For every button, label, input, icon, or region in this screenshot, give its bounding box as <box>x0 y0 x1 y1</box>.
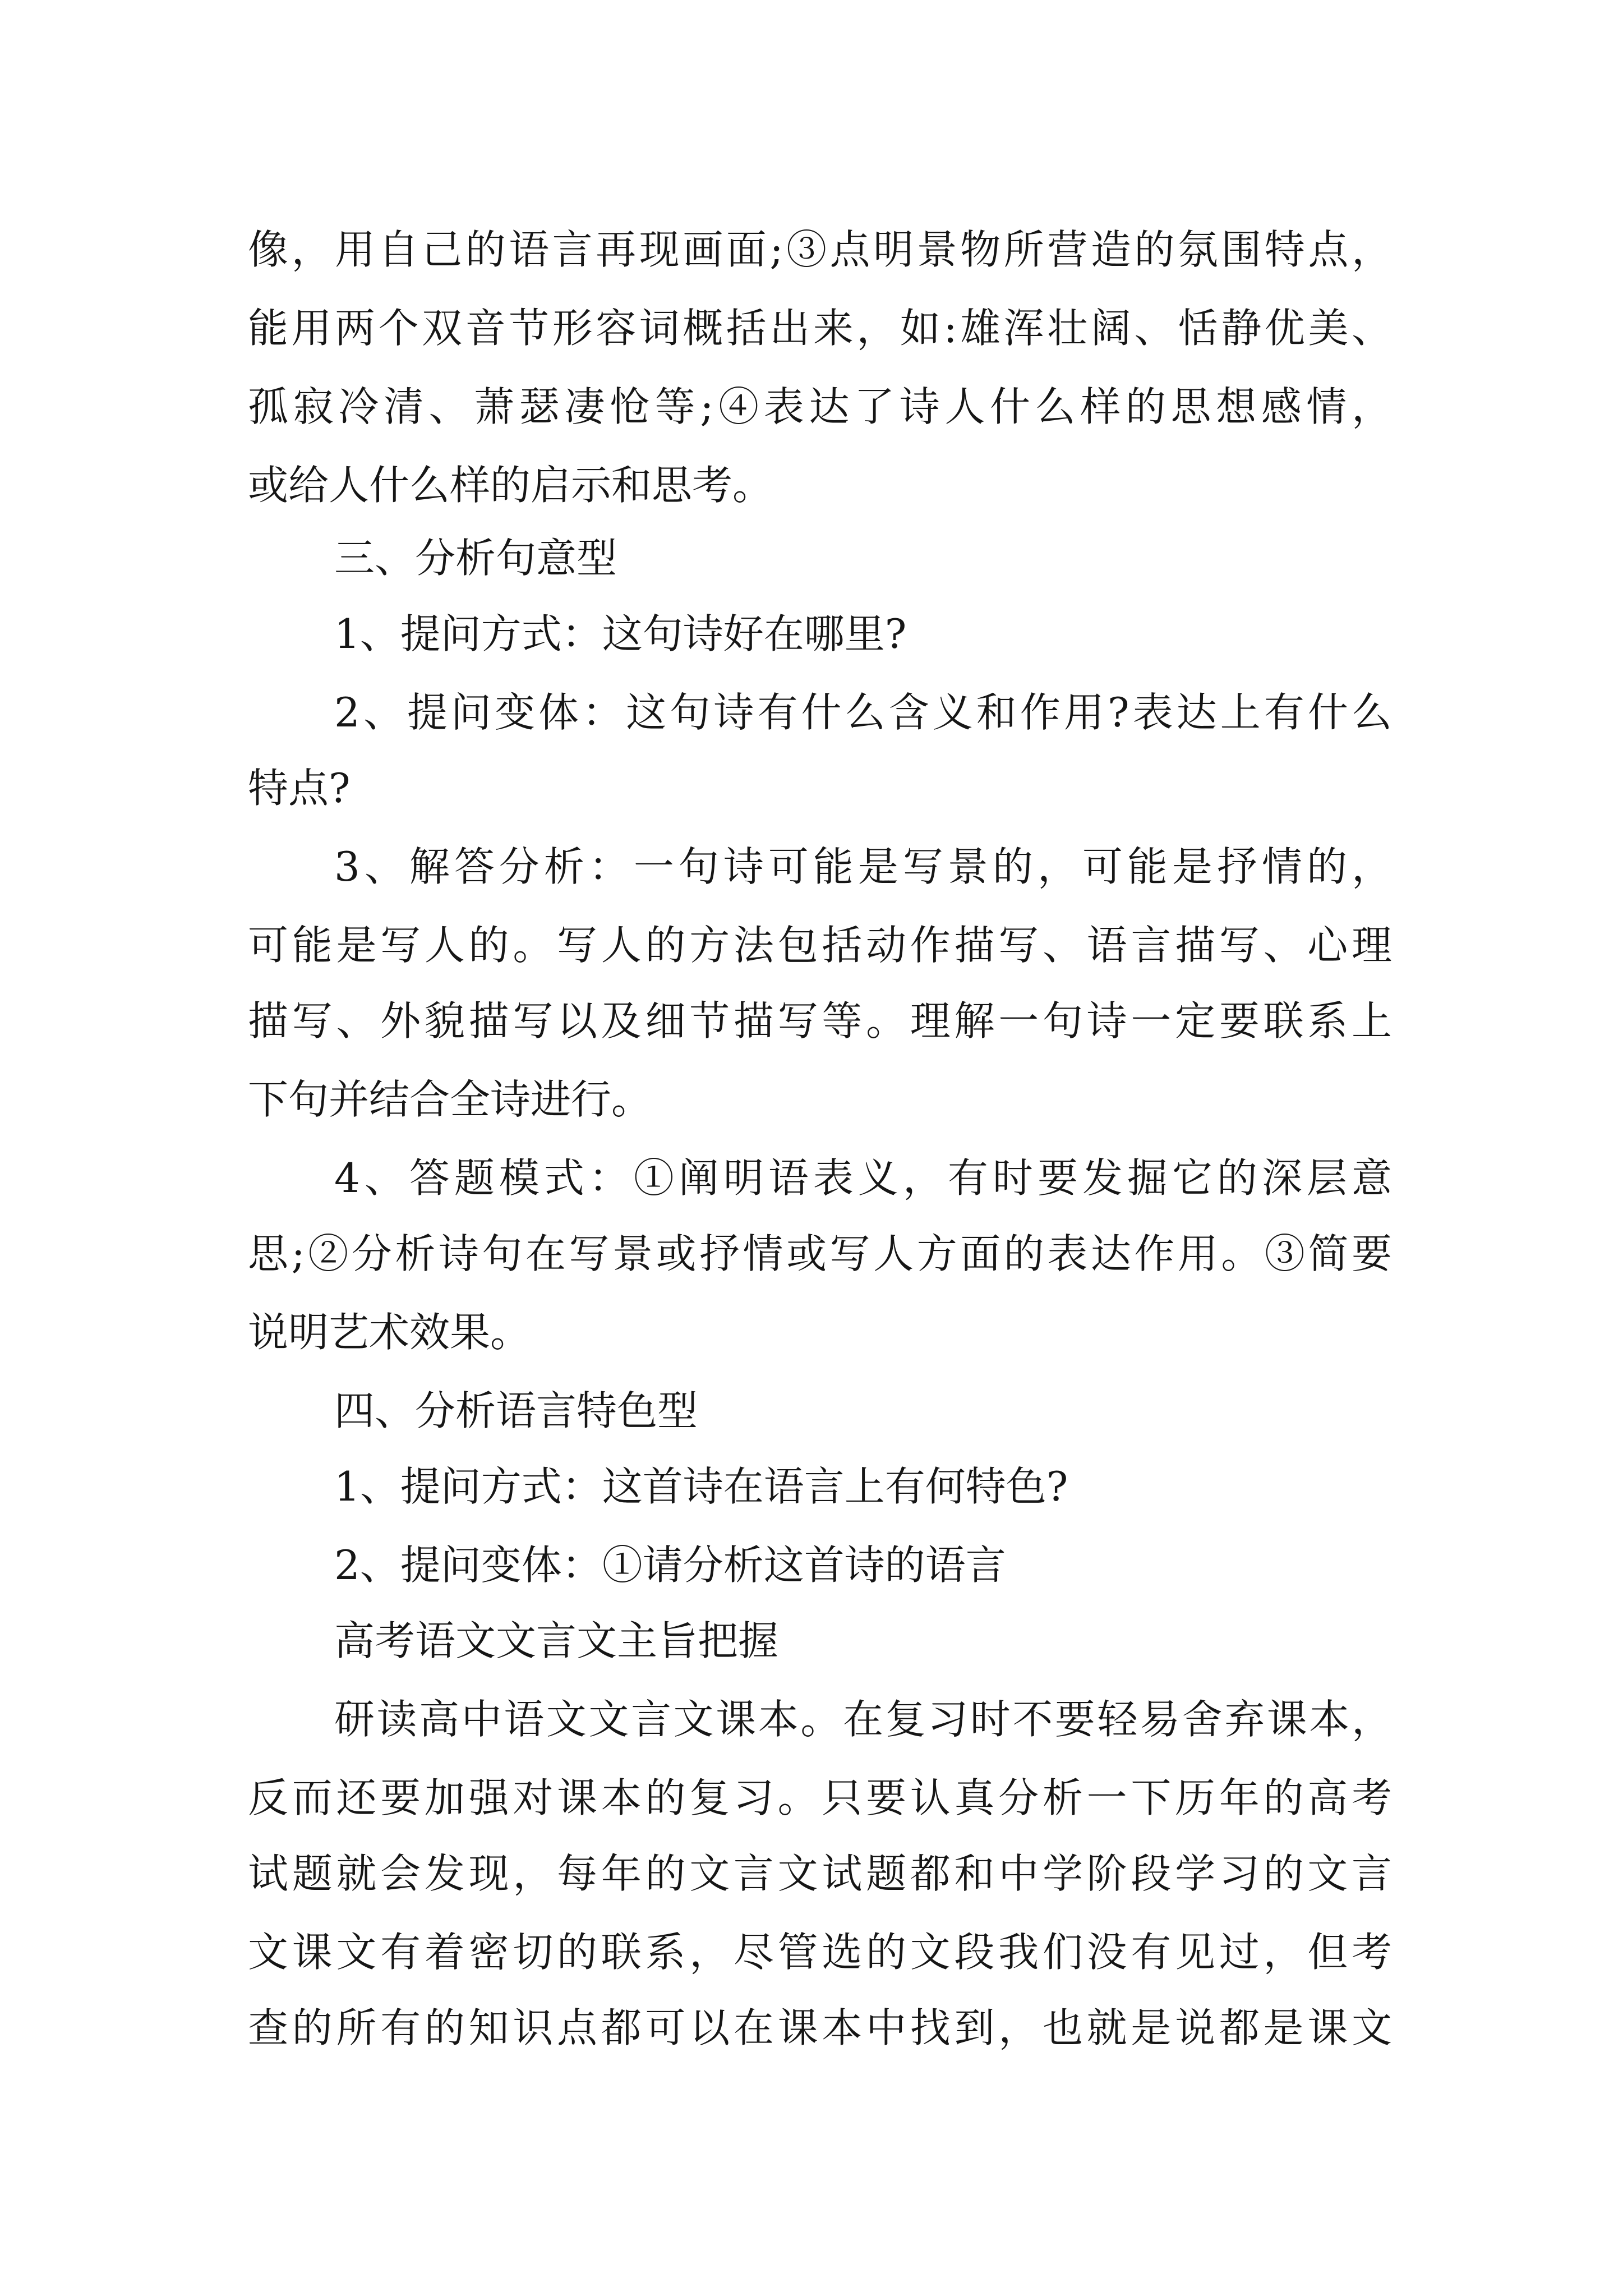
paragraph-line: 3、解答分析：一句诗可能是写景的，可能是抒情的， <box>334 843 1392 890</box>
paragraph-line: 查的所有的知识点都可以在课本中找到，也就是说都是课文 <box>248 2004 1392 2051</box>
paragraph-line: 描写、外貌描写以及细节描写等。理解一句诗一定要联系上 <box>248 997 1392 1045</box>
paragraph-line: 2、提问变体：①请分析这首诗的语言 <box>334 1542 1006 1589</box>
paragraph-line: 像，用自己的语言再现画面;③点明景物所营造的氛围特点， <box>248 226 1392 273</box>
paragraph-line: 或给人什么样的启示和思考。 <box>248 462 773 509</box>
paragraph-line: 试题就会发现，每年的文言文试题都和中学阶段学习的文言 <box>248 1850 1392 1897</box>
paragraph-line: 1、提问方式：这句诗好在哪里? <box>334 610 907 657</box>
paragraph-line: 说明艺术效果。 <box>248 1309 531 1356</box>
section-heading: 四、分析语言特色型 <box>334 1387 698 1434</box>
paragraph-line: 4、答题模式：①阐明语表义，有时要发掘它的深层意 <box>334 1154 1392 1202</box>
section-heading: 高考语文文言文主旨把握 <box>334 1617 779 1664</box>
paragraph-line: 特点? <box>248 765 351 812</box>
paragraph-line: 可能是写人的。写人的方法包括动作描写、语言描写、心理 <box>248 922 1392 969</box>
paragraph-line: 下句并结合全诗进行。 <box>248 1076 652 1123</box>
paragraph-line: 思;②分析诗句在写景或抒情或写人方面的表达作用。③简要 <box>248 1230 1392 1277</box>
paragraph-line: 反而还要加强对课本的复习。只要认真分析一下历年的高考 <box>248 1774 1392 1821</box>
paragraph-line: 能用两个双音节形容词概括出来，如:雄浑壮阔、恬静优美、 <box>248 305 1392 352</box>
paragraph-line: 1、提问方式：这首诗在语言上有何特色? <box>334 1463 1068 1510</box>
paragraph-line: 孤寂冷清、萧瑟凄怆等;④表达了诗人什么样的思想感情， <box>248 383 1392 430</box>
paragraph-line: 研读高中语文文言文课本。在复习时不要轻易舍弃课本， <box>334 1696 1392 1743</box>
section-heading: 三、分析句意型 <box>334 535 617 582</box>
paragraph-line: 2、提问变体：这句诗有什么含义和作用?表达上有什么 <box>334 689 1392 736</box>
paragraph-line: 文课文有着密切的联系，尽管选的文段我们没有见过，但考 <box>248 1929 1392 1976</box>
